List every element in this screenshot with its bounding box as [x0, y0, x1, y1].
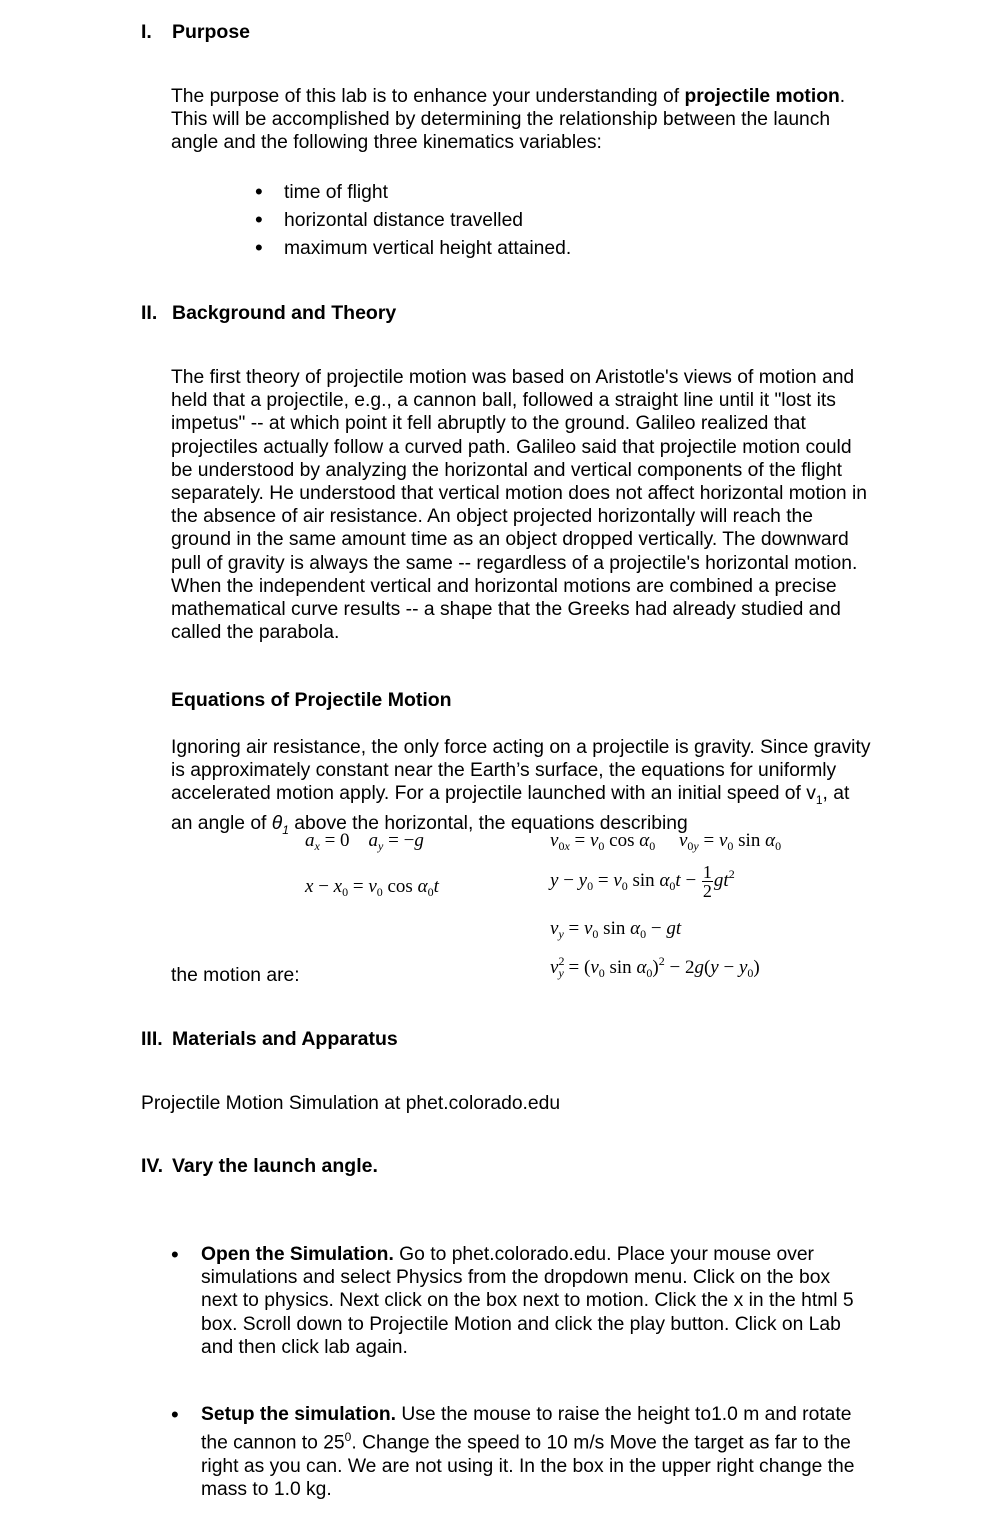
eq-intro-text-3: above the horizontal, the equations describing: [288, 813, 688, 835]
equation-horizontal-position: $x - x_0 = v_0$ $\cos \alpha_0t$: [305, 876, 439, 899]
section-number: I.: [141, 21, 152, 43]
list-item: • horizontal distance travelled: [255, 207, 571, 235]
section-number: III.: [141, 1028, 163, 1050]
procedure-list: [171, 1243, 871, 1359]
equation-vertical-position: $y - y_0 = v_0$ $\sin \alpha_0t$ − $\frac{1}{2}$ $gt^2$: [550, 862, 735, 901]
eq-intro-subscript: 1: [815, 793, 823, 808]
section-title: Background and Theory: [172, 302, 397, 324]
step-text: Go to phet.colorado.edu. Place your mouse over simulations and select Physics from the dropdown menu. Click on the box next to physics. Next click on the box next to motion. Click the x in the html 5 box. Scroll down to Projectile Motion and click the play button. Click on Lab and then click lab again.: [201, 1244, 854, 1358]
equations-intro: [171, 736, 871, 843]
purpose-bold-term: projectile motion: [684, 86, 840, 107]
step-title: Open the Simulation.: [201, 1244, 394, 1265]
section-number: II.: [141, 302, 158, 324]
theta-subscript: 1: [282, 823, 289, 838]
purpose-bullet-list: [255, 179, 571, 263]
procedure-list: [171, 1403, 871, 1501]
materials-text: Projectile Motion Simulation at phet.colorado.edu: [141, 1093, 561, 1114]
equations-outro: the motion are:: [171, 965, 300, 986]
equation-initial-velocity: $v_{0x} = v_0$ $\cos \alpha_0$ $v_{0y} = v_0$ $\sin \alpha_0$: [550, 830, 782, 853]
section-heading-purpose: [141, 20, 250, 44]
section-title: Purpose: [172, 21, 251, 43]
section-heading-background: [141, 301, 396, 325]
eq-intro-text-2: , at an angle of: [171, 783, 850, 835]
section-number: IV.: [141, 1155, 164, 1177]
list-item: • maximum vertical height attained.: [255, 235, 571, 263]
section-title: Materials and Apparatus: [172, 1028, 398, 1050]
background-paragraph: The first theory of projectile motion was based on Aristotle's views of motion and held that a projectile, e.g., a cannon ball, followed a straight line until it "lost its impetus" -- at which point it fell abruptly to the ground. Galileo realized that projectiles actually follow a curved path. Galileo said that projectile motion could be understood by analyzing the horizontal and vertical components of the flight separately. He understood that vertical motion does not affect horizontal motion in the absence of air resistance. An object projected horizontally will reach the ground in the same amount time as an object dropped vertically. The downward pull of gravity is always the same -- regardless of a projectile's horizontal motion. When the independent vertical and horizontal motions are combined a precise mathematical curve results -- a shape that the Greeks had already studied and called the parabola.: [171, 367, 867, 644]
purpose-paragraph: [171, 85, 871, 155]
purpose-text-1: The purpose of this lab is to enhance your understanding of: [171, 86, 685, 107]
equation-acceleration: $a_x = 0$ $a_y = -g$: [305, 830, 424, 853]
degree-superscript: 0: [344, 1430, 352, 1445]
section-heading-vary: [141, 1154, 378, 1178]
list-item: • time of flight: [255, 179, 571, 207]
list-item: [171, 1403, 871, 1501]
equation-velocity-squared: $v^2_y = (v_0$ $\sin \alpha_0)^2 - 2g(y - y_0)$: [550, 954, 760, 980]
step-text: Use the mouse to raise the height to1.0 m and rotate the cannon to 25: [201, 1404, 852, 1454]
equation-vertical-velocity: $v_y = v_0$ $\sin \alpha_0$ − gt: [550, 918, 682, 941]
equations-heading: Equations of Projectile Motion: [171, 689, 452, 711]
section-heading-materials: [141, 1027, 398, 1051]
purpose-text-2: . This will be accomplished by determining the relationship between the launch angle and the following three kinematics variables:: [171, 86, 846, 154]
eq-intro-text-1: Ignoring air resistance, the only force acting on a projectile is gravity. Since gravity is approximately constant near the Earth’s surface, the equations for uniformly accelerated motion apply. For a projectile launched with an initial speed of v: [171, 737, 871, 805]
step-text: . Change the speed to 10 m/s Move the target as far to the right as you can. We are not using it. In the box in the upper right change the mass to 1.0 kg.: [201, 1432, 855, 1501]
section-title: Vary the launch angle.: [172, 1155, 378, 1177]
step-title: Setup the simulation.: [201, 1404, 396, 1425]
list-item: [171, 1243, 871, 1359]
theta-symbol: θ: [271, 813, 283, 835]
